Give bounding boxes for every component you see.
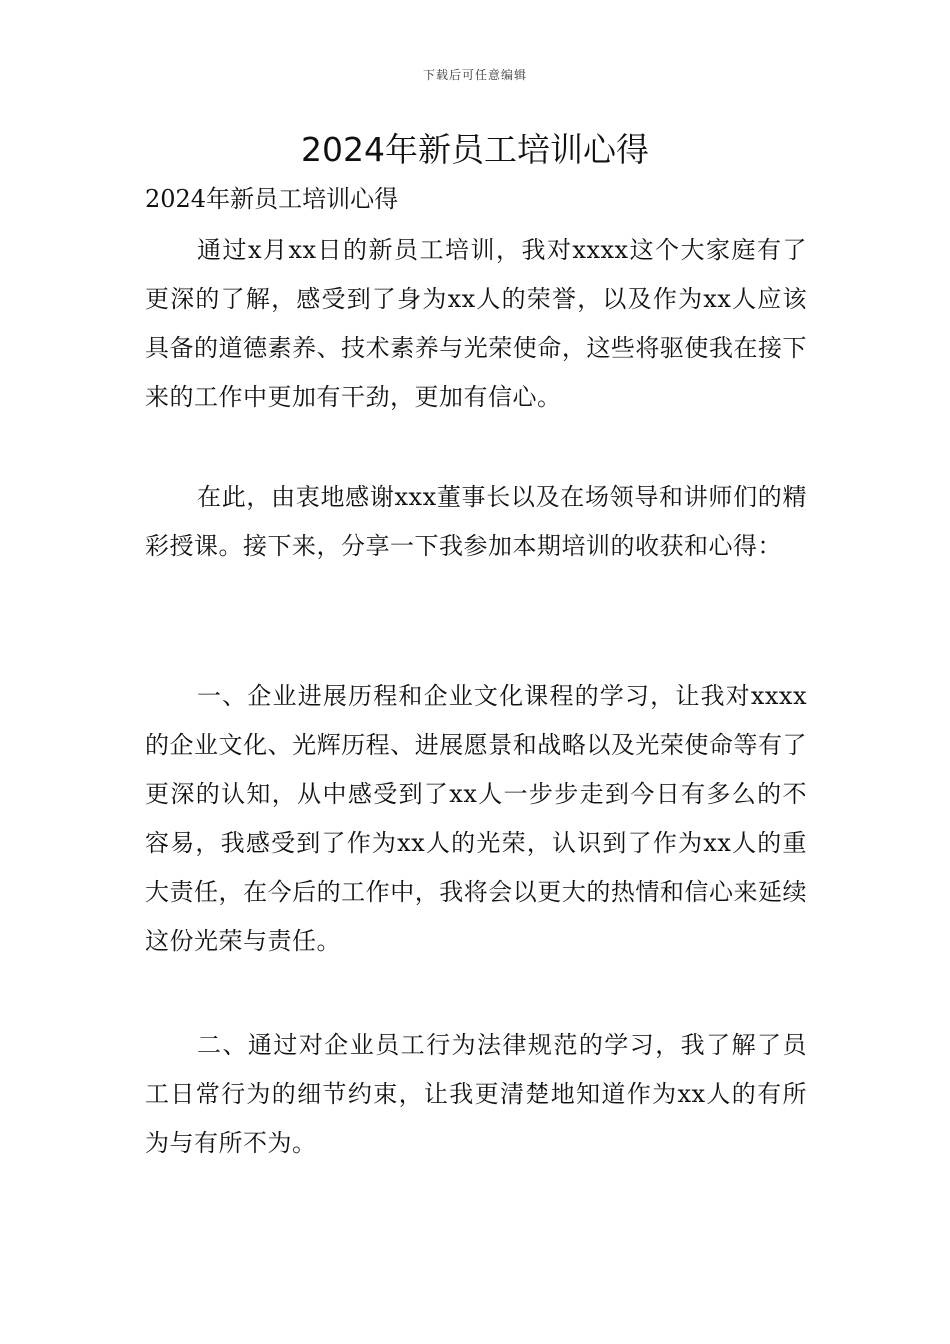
paragraph-thanks: 在此，由衷地感谢xxx董事长以及在场领导和讲师们的精彩授课。接下来，分享一下我参加本期培训的收获和心得： [145,483,807,560]
paragraph-point-two: 二、通过对企业员工行为法律规范的学习，我了解了员工日常行为的细节约束，让我更清楚地知道作为xx人的有所为与有所不为。 [145,1031,807,1157]
document-title: 2024年新员工培训心得 [301,130,649,169]
paragraph-intro: 通过x月xx日的新员工培训，我对xxxx这个大家庭有了更深的了解，感受到了身为xx人的荣誉，以及作为xx人应该具备的道德素养、技术素养与光荣使命，这些将驱使我在接下来的工作中更加有干劲，更加有信心。 [145,236,807,411]
page-header-note: 下载后可任意编辑 [422,68,527,82]
document-subtitle: 2024年新员工培训心得 [145,185,399,213]
paragraph-point-one: 一、企业进展历程和企业文化课程的学习，让我对xxxx的企业文化、光辉历程、进展愿景和战略以及光荣使命等有了更深的认知，从中感受到了xx人一步步走到今日有多么的不容易，我感受到了作为xx人的光荣，认识到了作为xx人的重大责任，在今后的工作中，我将会以更大的热情和信心来延续这份光荣与责任。 [145,682,807,955]
